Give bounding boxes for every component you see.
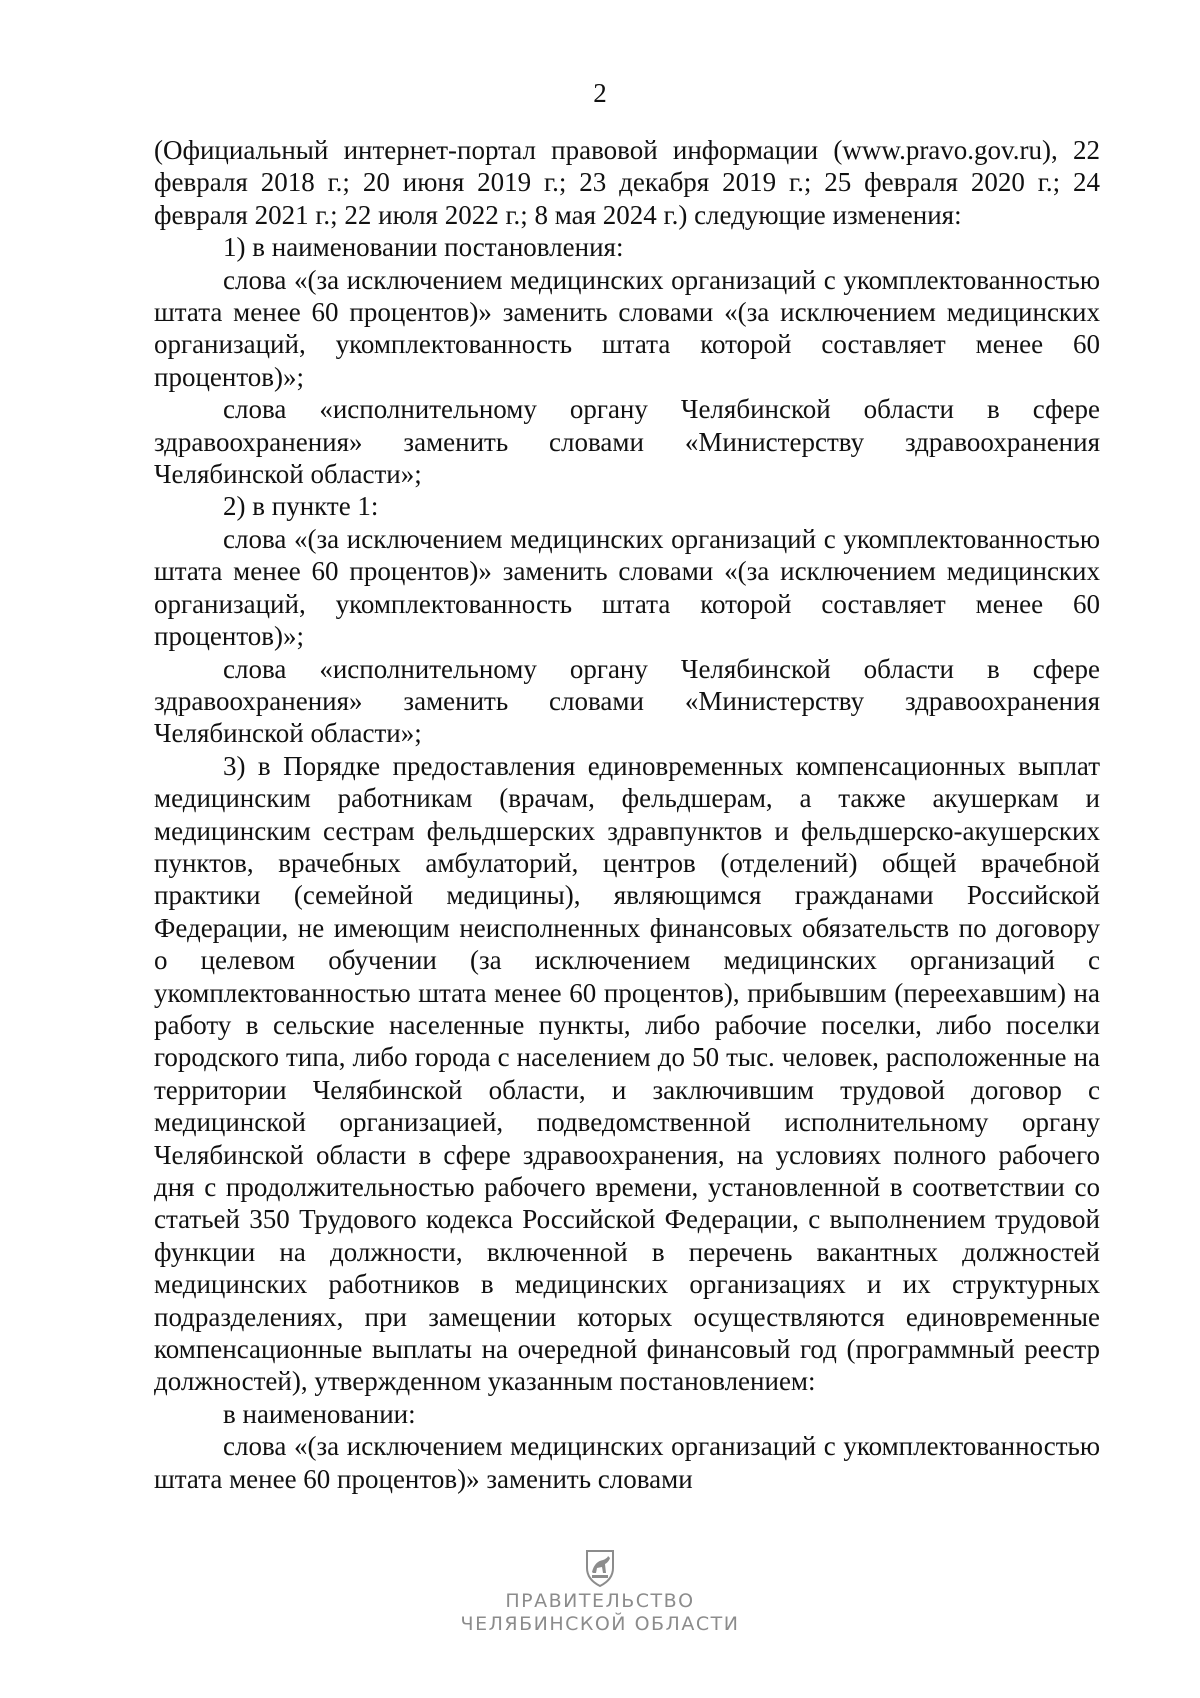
paragraph-item-3-title: в наименовании: [223,1398,416,1429]
paragraph-item-1-words-b: слова «исполнительному органу Челябинской области в сфере здравоохранения» заменить словами «Министерству здравоохранения Челябинской области»; [154,394,1100,490]
paragraph-item-2-words-b: слова «исполнительному органу Челябинской области в сфере здравоохранения» заменить словами «Министерству здравоохранения Челябинской области»; [154,653,1100,749]
paragraph-intro: (Официальный интернет-портал правовой информации (www.pravo.gov.ru), 22 февраля 2018 г.; 20 июня 2019 г.; 23 декабря 2019 г.; 25 февраля 2020 г.; 24 февраля 2021 г.; 22 июля 2022 г.; 8 мая 2024 г.) следующие изменения: [154,135,1100,230]
page-number: 2 [593,78,607,108]
watermark-line-1: ПРАВИТЕЛЬСТВО [505,1590,695,1612]
paragraph-item-3-words: слова «(за исключением медицинских организаций с укомплектованностью штата менее 60 процентов)» заменить словами [154,1431,1100,1494]
paragraph-item-2-words-a: слова «(за исключением медицинских организаций с укомплектованностью штата менее 60 процентов)» заменить словами «(за исключением медицинских организаций, укомплектованность штата которой составляет менее 60 процентов)»; [154,523,1100,652]
document-body [154,134,1100,1495]
paragraph-item-3: 3) в Порядке предоставления единовременных компенсационных выплат медицинским работникам (врачам, фельдшерам, а также акушеркам и медицинским сестрам фельдшерских здравпунктов и фельдшерско-акушерских пунктов, врачебных амбулаторий, центров (отделений) общей врачебной практики (семейной медицины), являющимся гражданами Российской Федерации, не имеющим неисполненных финансовых обязательств по договору о целевом обучении (за исключением медицинских организаций с укомплектованностью штата менее 60 процентов), прибывшим (переехавшим) на работу в сельские населенные пункты, либо рабочие поселки, либо поселки городского типа, либо города с населением до 50 тыс. человек, расположенные на территории Челябинской области, и заключившим трудовой договор с медицинской организацией, подведомственной исполнительному органу Челябинской области в сфере здравоохранения, на условиях полного рабочего дня с продолжительностью рабочего времени, установленной в соответствии со статьей 350 Трудового кодекса Российской Федерации, с выполнением трудовой функции на должности, включенной в перечень вакантных должностей медицинских работников в медицинских организациях и их структурных подразделениях, при замещении которых осуществляются единовременные компенсационные выплаты на очередной финансовый год (программный реестр должностей), утвержденном указанным постановлением: [154,750,1100,1397]
paragraph-item-1: 1) в наименовании постановления: [223,232,624,263]
watermark-line-2: ЧЕЛЯБИНСКОЙ ОБЛАСТИ [460,1613,740,1635]
coat-of-arms-icon [584,1548,616,1588]
government-watermark [440,1548,760,1636]
paragraph-item-2: 2) в пункте 1: [223,491,379,522]
paragraph-item-1-words-a: слова «(за исключением медицинских организаций с укомплектованностью штата менее 60 процентов)» заменить словами «(за исключением медицинских организаций, укомплектованность штата которой составляет менее 60 процентов)»; [154,264,1100,392]
